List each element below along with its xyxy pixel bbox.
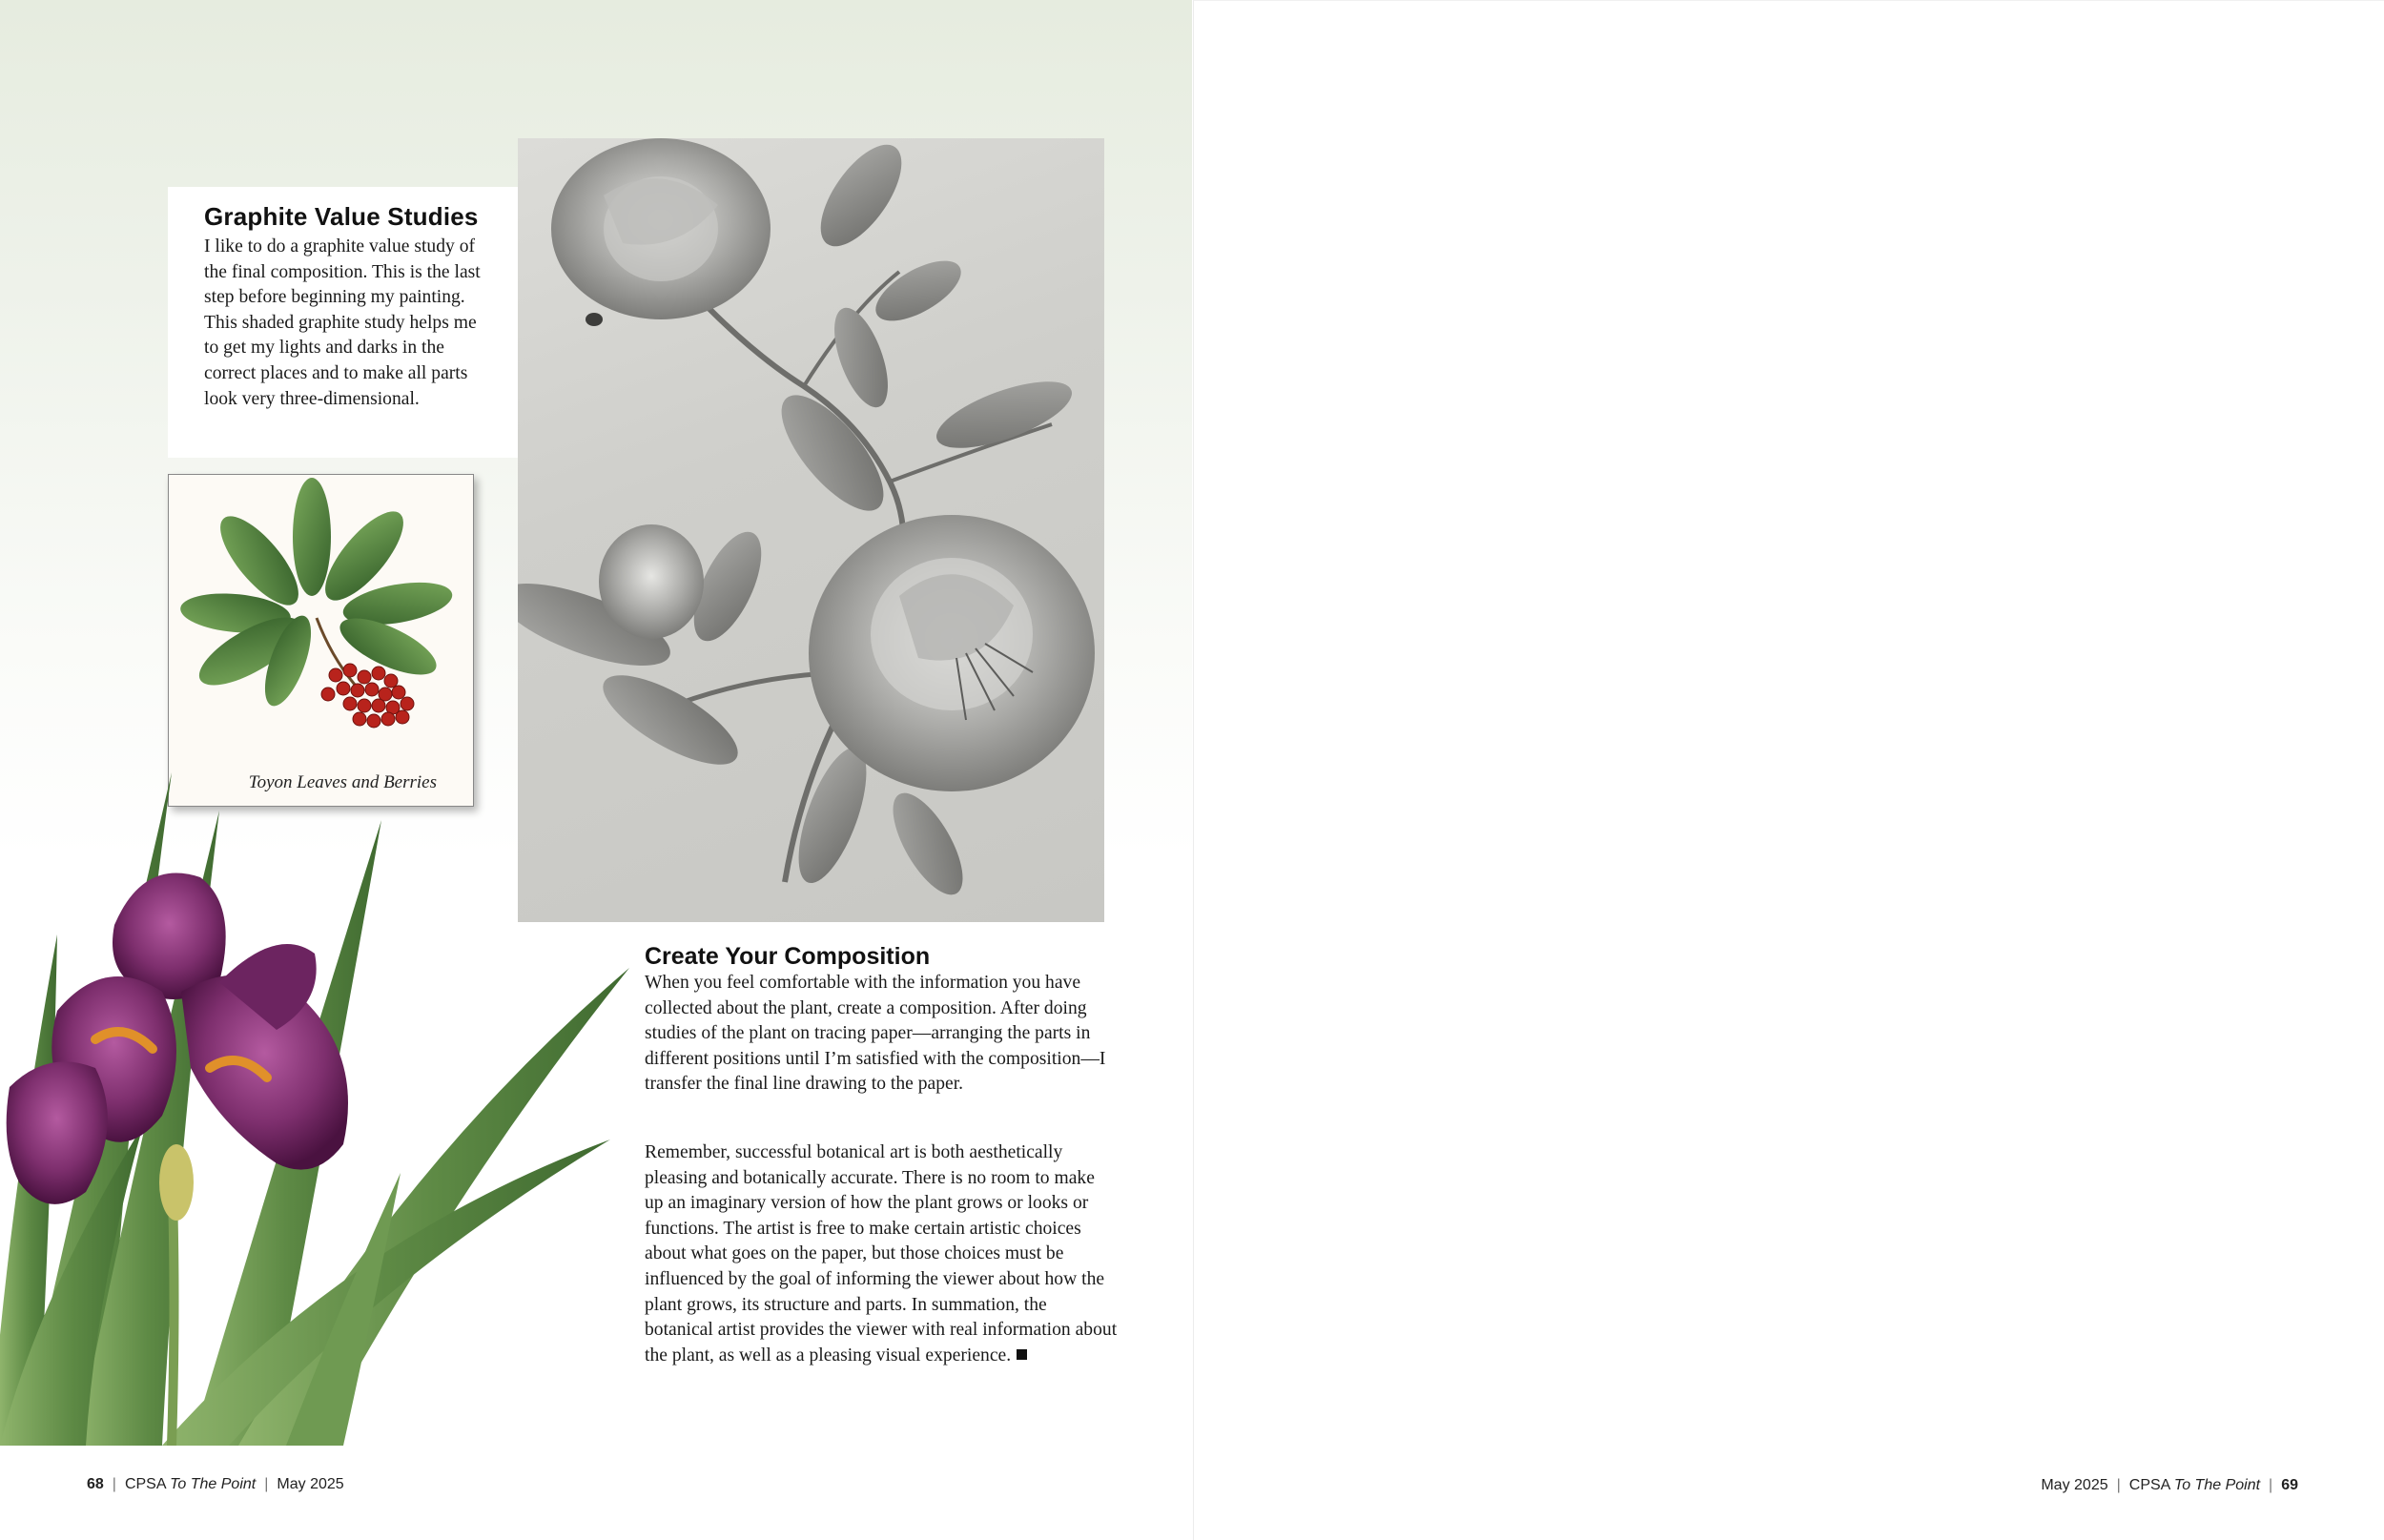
publication-title-left: To The Point (170, 1476, 257, 1492)
iris-illustration (0, 763, 648, 1446)
toyon-caption: Toyon Leaves and Berries (248, 772, 437, 792)
composition-paragraph-2 (645, 1140, 1118, 1368)
graphite-heading: Graphite Value Studies (204, 202, 479, 231)
issue-date-left: May 2025 (277, 1476, 344, 1492)
toyon-leaves-berries-art (169, 475, 473, 761)
graphite-value-studies-box (168, 187, 518, 458)
left-page (0, 0, 1192, 1539)
page-number-left: 68 (87, 1476, 104, 1492)
page-number-right: 69 (2281, 1477, 2298, 1493)
toyon-illustration-card (168, 474, 474, 807)
end-of-article-mark-icon (1017, 1349, 1027, 1360)
footer-left: 68 | CPSA To The Point | May 2025 (87, 1476, 344, 1492)
composition-paragraph-2-text: Remember, successful botanical art is both aesthetically pleasing and botanically accurate. There is no room to make up an imaginary version of how the plant grows or looks or functions. The artist is free to make certain artistic choices about what goes on the paper, but those choices must be influenced by the goal of informing the viewer about how the plant grows, its structure and parts. In summation, the botanical artist provides the viewer with real information about the plant, as well as a pleasing visual experience. (645, 1142, 1118, 1365)
issue-date-right: May 2025 (2041, 1477, 2108, 1493)
publication-prefix-left: CPSA (124, 1476, 166, 1492)
publication-title-right: To The Point (2173, 1477, 2261, 1493)
composition-paragraph-1: When you feel comfortable with the information you have collected about the plant, create a composition. After doing studies of the plant on tracing paper—arranging the parts in different positions until I’m satisfied with the composition—I transfer the final line drawing to the paper. (645, 973, 1106, 1095)
right-page (1193, 0, 2384, 1540)
graphite-body-text: I like to do a graphite value study of the final composition. This is the last step before beginning my painting. This shaded graphite study helps me to get my lights and darks in the correct places and to make all parts look very three-dimensional. (204, 236, 481, 409)
footer-right: May 2025 | CPSA To The Point | 69 (2041, 1477, 2298, 1493)
publication-prefix-right: CPSA (2128, 1477, 2170, 1493)
composition-heading: Create Your Composition (645, 943, 931, 970)
